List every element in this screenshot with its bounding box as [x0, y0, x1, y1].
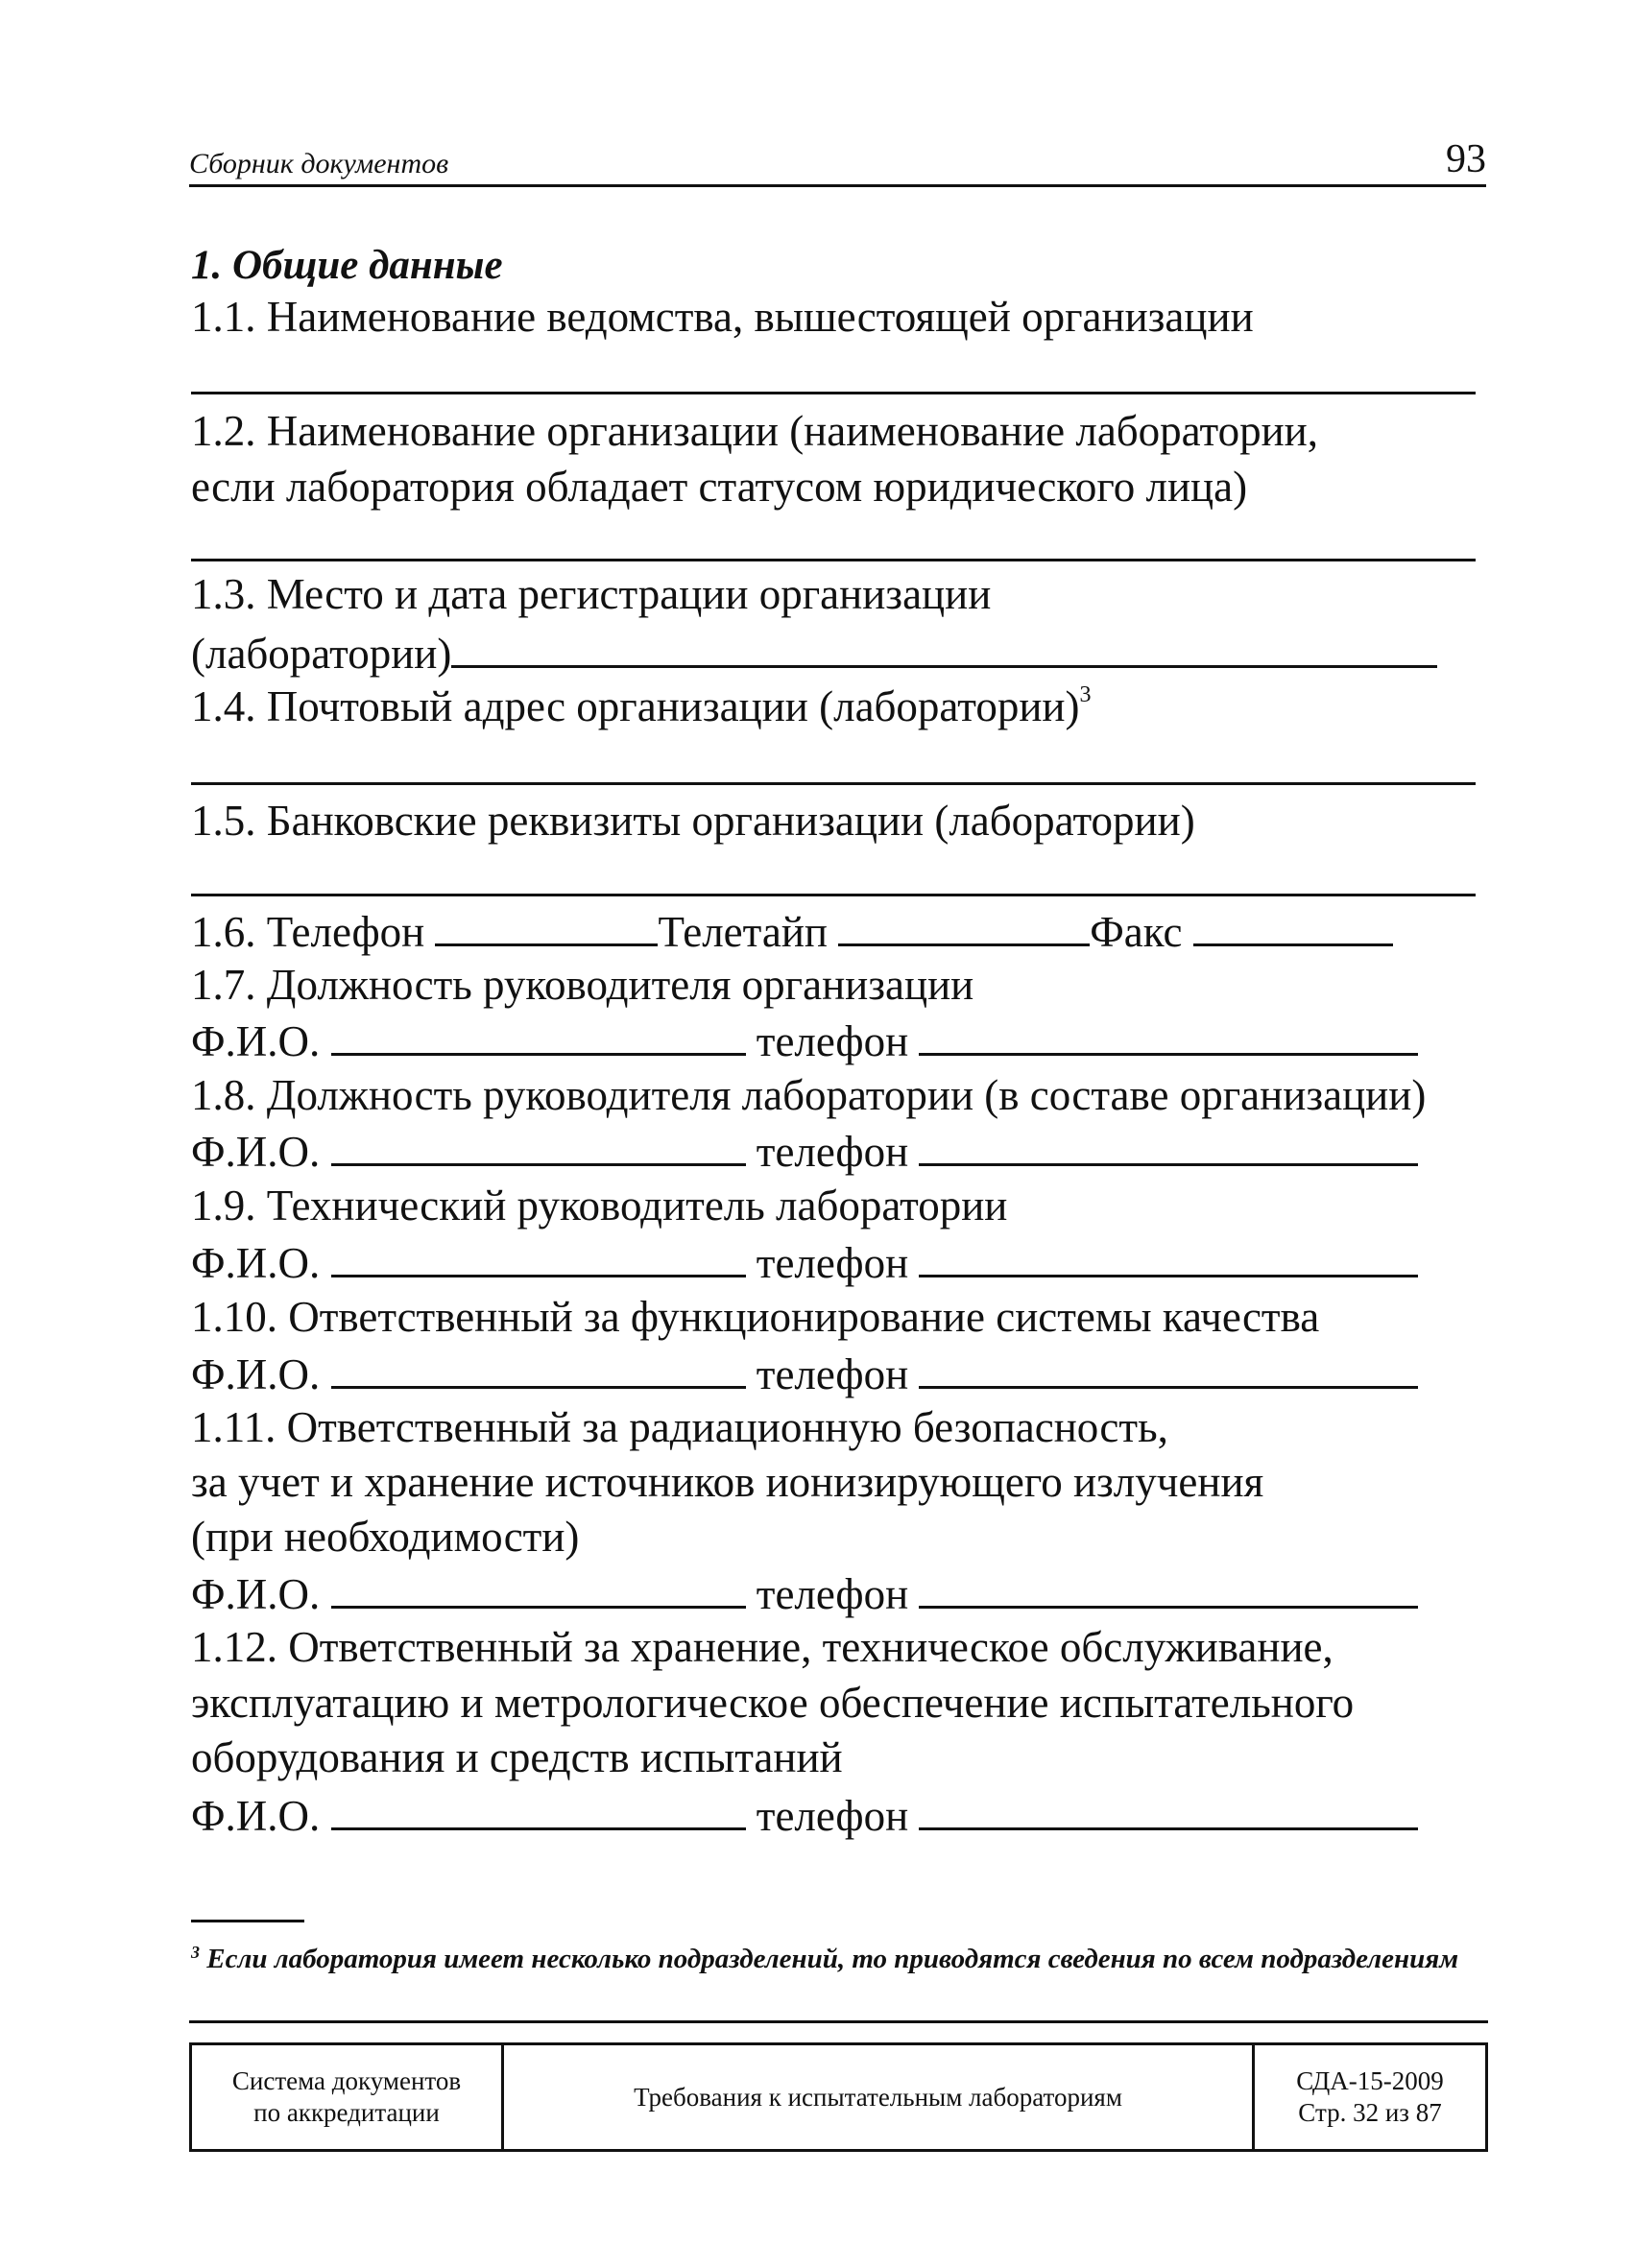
fax-label: Факс: [1090, 908, 1183, 956]
section-title: 1. Общие данные: [191, 243, 503, 288]
item-1-11-line3: (при необходимости): [191, 1513, 580, 1561]
fio-row-1-9: [191, 1240, 1418, 1285]
running-header-title: Сборник документов: [189, 148, 449, 179]
fio-label: Ф.И.О.: [191, 1792, 321, 1840]
item-1-4: [191, 683, 1091, 728]
fio-fill-line: [331, 1018, 746, 1056]
item-1-3-line2: [191, 631, 1437, 676]
phone-fill-line: [919, 1240, 1418, 1277]
footer-cell-title: [504, 2045, 1255, 2149]
footer-page-count: Стр. 32 из 87: [1298, 2098, 1442, 2127]
footer-table: [189, 2042, 1488, 2152]
item-1-3-line1: 1.3. Место и дата регистрации организации: [191, 570, 992, 618]
fio-fill-line: [331, 1129, 746, 1166]
item-1-6: [191, 909, 1393, 954]
fio-row-1-8: [191, 1129, 1418, 1174]
footnote-separator: [191, 1920, 304, 1922]
teletype-label: Телетайп: [658, 908, 828, 956]
footer-system-line1: Система документов: [231, 2066, 462, 2095]
fio-row-1-12: [191, 1793, 1418, 1838]
phone-label: телефон: [756, 1570, 909, 1618]
fax-fill-line: [1193, 909, 1393, 946]
footnote-text: Если лаборатория имеет несколько подразделений, то приводятся сведения по всем подразделениям: [206, 1944, 1459, 1974]
item-1-4-label: 1.4. Почтовый адрес организации (лаборатории): [191, 682, 1080, 730]
fill-line-1-4: [191, 782, 1476, 785]
fill-line-1-3: [451, 631, 1437, 668]
fio-label: Ф.И.О.: [191, 1239, 321, 1287]
footnote-ref: 3: [1079, 682, 1092, 707]
phone-fill-line: [919, 1018, 1418, 1056]
footer-separator: [189, 2020, 1488, 2023]
phone-fill-line: [435, 909, 658, 946]
footer-system-line2: по аккредитации: [253, 2098, 440, 2127]
footer-cell-system: [192, 2045, 504, 2149]
fio-label: Ф.И.О.: [191, 1128, 321, 1176]
fio-fill-line: [331, 1240, 746, 1277]
phone-fill-line: [919, 1351, 1418, 1389]
phone-label: телефон: [756, 1239, 909, 1287]
item-1-9: 1.9. Технический руководитель лаборатории: [191, 1182, 1008, 1229]
fio-fill-line: [331, 1571, 746, 1609]
fio-label: Ф.И.О.: [191, 1017, 321, 1065]
item-1-11-line2: за учет и хранение источников ионизирующего излучения: [191, 1458, 1264, 1506]
fill-line-1-5: [191, 894, 1476, 896]
item-1-3-label: (лаборатории): [191, 630, 452, 678]
item-1-1: 1.1. Наименование ведомства, вышестоящей организации: [191, 293, 1254, 341]
phone-fill-line: [919, 1793, 1418, 1830]
item-1-12-line1: 1.12. Ответственный за хранение, техническое обслуживание,: [191, 1623, 1334, 1671]
item-1-5: 1.5. Банковские реквизиты организации (лаборатории): [191, 797, 1195, 845]
phone-label: телефон: [756, 1128, 909, 1176]
page-number: 93: [1446, 137, 1486, 181]
item-1-8: 1.8. Должность руководителя лаборатории (в составе организации): [191, 1071, 1427, 1119]
phone-fill-line: [919, 1571, 1418, 1609]
footnote: [191, 1931, 1478, 1980]
phone-label: телефон: [756, 1350, 909, 1398]
item-1-12-line2: эксплуатацию и метрологическое обеспечение испытательного: [191, 1679, 1355, 1727]
fio-label: Ф.И.О.: [191, 1570, 321, 1618]
phone-label: телефон: [756, 1017, 909, 1065]
phone-fill-line: [919, 1129, 1418, 1166]
item-1-2-line2: если лаборатория обладает статусом юридического лица): [191, 463, 1248, 511]
fill-line-1-1: [191, 392, 1476, 394]
fio-label: Ф.И.О.: [191, 1350, 321, 1398]
running-header: [189, 134, 1486, 187]
fio-row-1-7: [191, 1018, 1418, 1063]
fio-row-1-11: [191, 1571, 1418, 1616]
phone-label: 1.6. Телефон: [191, 908, 425, 956]
footer-cell-code: [1255, 2045, 1485, 2149]
fio-row-1-10: [191, 1351, 1418, 1397]
fio-fill-line: [331, 1351, 746, 1389]
item-1-2-line1: 1.2. Наименование организации (наименование лаборатории,: [191, 407, 1318, 455]
item-1-10: 1.10. Ответственный за функционирование системы качества: [191, 1293, 1320, 1341]
footer-document-title: Требования к испытательным лабораториям: [634, 2082, 1122, 2112]
item-1-7: 1.7. Должность руководителя организации: [191, 961, 974, 1009]
item-1-11-line1: 1.11. Ответственный за радиационную безопасность,: [191, 1403, 1168, 1451]
phone-label: телефон: [756, 1792, 909, 1840]
teletype-fill-line: [838, 909, 1090, 946]
item-1-12-line3: оборудования и средств испытаний: [191, 1733, 843, 1781]
fio-fill-line: [331, 1793, 746, 1830]
fill-line-1-2: [191, 559, 1476, 561]
footer-document-code: СДА-15-2009: [1296, 2066, 1444, 2095]
footnote-mark: 3: [191, 1943, 200, 1962]
